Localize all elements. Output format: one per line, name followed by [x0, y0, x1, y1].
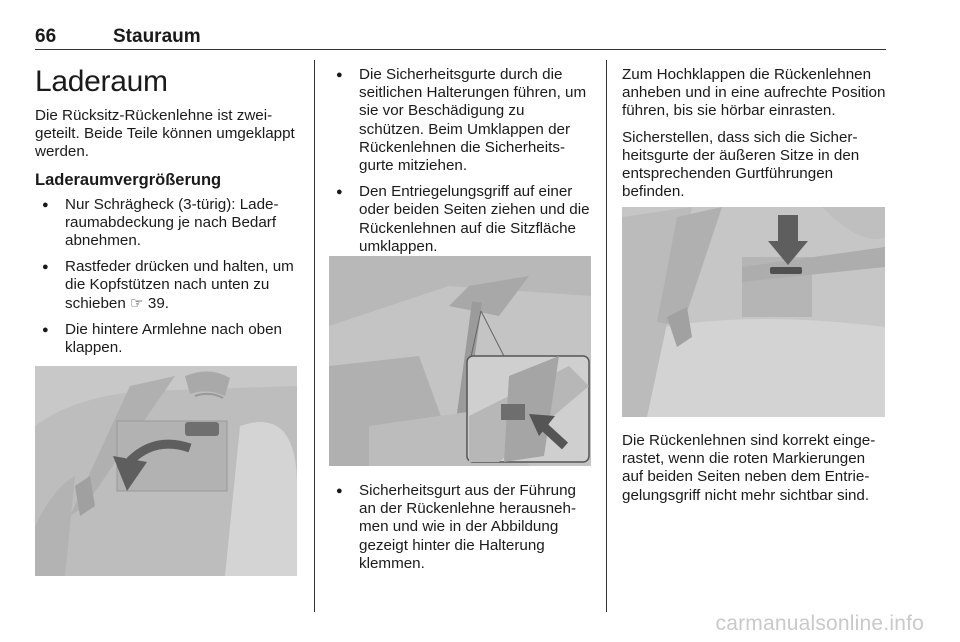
watermark: carmanualsonline.info	[715, 612, 924, 635]
subheading: Laderaumvergrößerung	[35, 170, 222, 189]
column-divider-2	[606, 60, 607, 612]
list-item: ● Die Sicherheitsgurte durch die seitlichen Halterungen führen, um sie vor Beschädigung zu schützen. Beim Umklappen der Rückenlehnen die Sicherheitsgurte mitziehen.	[329, 66, 593, 175]
bullet-list	[35, 196, 301, 358]
column-1	[35, 66, 301, 365]
column-3	[622, 66, 886, 209]
paragraph: Zum Hochklappen die Rückenlehnen anheben und in eine aufrechte Position führen, bis sie hörbar einrasten.	[622, 66, 886, 120]
intro-paragraph: Die Rücksitz-Rückenlehne ist zweigeteilt. Beide Teile können umgeklappt werden.	[35, 107, 295, 161]
page-reference-link[interactable]: 39.	[147, 294, 170, 312]
illustration-belt-holder	[329, 256, 591, 466]
column-3-lower	[622, 432, 886, 513]
list-item: ● Die hintere Armlehne nach oben klappen.	[35, 321, 301, 357]
page-number: 66	[35, 26, 57, 47]
list-item: ● Sicherheitsgurt aus der Führung an der Rückenlehne herausnehmen und wie in der Abbildung gezeigt hinter die Halterung klemmen.	[329, 482, 593, 573]
page-reference-arrow-icon: ☞	[130, 294, 144, 312]
illustration-armrest	[35, 366, 297, 576]
bullet-list	[329, 66, 593, 256]
paragraph: Die Rückenlehnen sind korrekt eingerastet, wenn die roten Markierungen auf beiden Seiten neben dem Entriegelungsgriff nicht mehr sichtbar sind.	[622, 432, 876, 504]
illustration-release-handle	[622, 207, 885, 417]
section-title: Stauraum	[113, 26, 201, 47]
list-item: ● Rastfeder drücken und halten, um die Kopfstützen nach unten zu schieben ☞ 39.	[35, 258, 301, 313]
list-item: ● Nur Schrägheck (3-türig): Laderaumabdeckung je nach Bedarf abnehmen.	[35, 196, 301, 251]
bullet-list	[329, 482, 593, 573]
paragraph: Sicherstellen, dass sich die Sicherheitsgurte der äußeren Sitze in den entsprechenden Gurtführungen befinden.	[622, 128, 860, 201]
page-title: Laderaum	[35, 65, 168, 98]
column-2-lower	[329, 482, 593, 581]
column-2	[329, 66, 593, 264]
page-header	[35, 26, 201, 48]
header-rule	[35, 49, 886, 50]
list-item: ● Den Entriegelungsgriff auf einer oder beiden Seiten ziehen und die Rückenlehnen auf die Sitzfläche umklappen.	[329, 183, 593, 256]
column-divider-1	[314, 60, 315, 612]
